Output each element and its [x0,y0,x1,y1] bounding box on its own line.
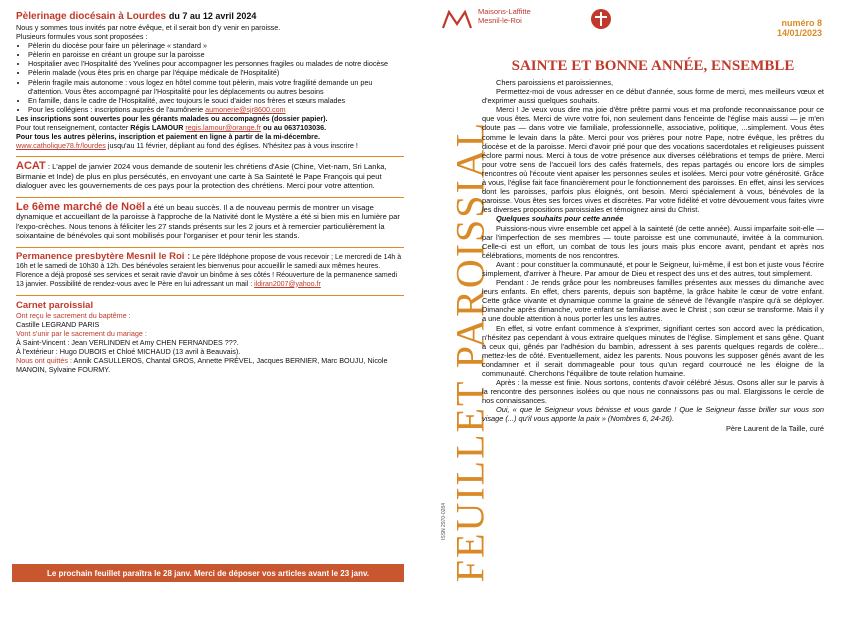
pilgrimage-list [16,41,404,114]
divider [16,156,404,157]
contact-prefix: Pour tout renseignement, contacter [16,123,129,133]
deces-line [16,356,404,374]
collegiens-email-link[interactable]: aumonerie@sjr8600.com [205,104,286,114]
acat-title: ACAT [16,160,46,173]
right-column [482,78,824,433]
divider [16,247,404,248]
mariage-line-2: À l'extérieur : Hugo DUBOIS et Chloé MICHAUD (13 avril à Beauvais). [16,346,241,356]
noel-section [16,200,404,241]
noel-text: a été un beau succès. Il a de nouveau permis de montrer un visage dynamique et accueillant de la paroisse à l'approche de la Nativité dont le Mystère a été si bien mis en lumière par l'expo-crèches. Nous tenons à féliciter les 27 stands présents sur les 2 jours et à remercier particulièrement la soixantaine de bénévoles qui sont mobilisés pour l'organiser et pour tenir les stands. [16,202,400,241]
noel-title: Le 6ème marché de Noël [16,200,146,213]
paragraph: En effet, si votre enfant commence à s'exprimer, signifiant certes son accord avec la prédication, n'hésitez pas cependant à vous extraire quelques minutes de l'église. Simplement et sans gêne. Quant à ceux qui, gênés par l'adhésion du bambin, adressent à ses parents quelques regards de colère... mettez-les de côté. Eventuellement, aidez les parents. Nous pouvons les supposer gênés avant de les condamner et il serait dommageable pour tous qu'un regard courroucé ne les éloigne de la communauté. Cherchons l'équilibre de toute relation humaine. [482,323,824,378]
deces-names: Annik CASULLEROS, Chantal GROS, Annette PRÉVEL, Jacques BERNIER, Marc BOUJU, Nicole MANOIN, Sylvaine FOURMY. [16,356,388,375]
list-item: • En famille, dans le cadre de l'Hospitalité, avec toujours le souci d'aider nos frères et sœurs malades [28,96,404,105]
mariage-label: Vont s'unir par le sacrement du mariage : [16,328,147,338]
acat-section [16,162,404,191]
paragraph: Permettez-moi de vous adresser en ce début d'année, sous forme de merci, mes meilleurs vœux et d'exprimer aussi quelques souhaits. [482,87,824,106]
permanence-section [16,250,404,290]
permanence-text: Le père Ildéphone propose de vous recevoir ; Le mercredi de 14h à 16h et le samedi de 10h30 à 12h. Des bénévoles seraient les bienvenus pour accueillir le samedi aux mêmes heures. Florence a déjà proposé ses services et serait ravie d'avoir un binôme à ses côtés ! Réouverture de la permanence samedi 13 janvier. Possibilité de rendez-vous avec le Père en lui adressant un mail : [16,253,402,288]
next-issue-banner: Le prochain feuillet paraîtra le 28 janv. Merci de déposer vos articles avant le 23 janv. [12,564,404,582]
pilgrimage-title: Pèlerinage diocésain à Lourdes [16,11,167,22]
carnet-section [16,301,404,374]
site-suffix: jusqu'au 11 février, dépliant au fond des églises. N'hésitez pas à vous inscrire ! [107,141,358,151]
issue-info [777,18,822,38]
bapteme-names: Castille LEGRAND PARIS [16,319,100,329]
contact-line [16,123,404,132]
paragraph: Après : la messe est finie. Nous sortons, contents d'avoir célébré Jésus. Osons aller sur le parvis à la rencontre des personnes isolées ou que nous ne connaissons pas ou mal. Elargissons le cercle de nos connaissances. [482,378,824,406]
list-item [28,105,404,114]
lyceens-text: Les inscriptions sont ouvertes pour les gérants malades ou accompagnés (dossier papier). [16,113,328,123]
acat-text: : L'appel de janvier 2024 vous demande de soutenir les chrétiens d'Asie (Chine, Viet-nam, Sri Lanka, Birmanie et Inde) de plus en plus persécutés, en envoyant une carte à Sa Sainteté le Pape François qui peut dialoguer avec les gouvernements de ces pays pour la protection des chrétiens. Merci pour votre attention. [16,162,387,191]
spine [430,8,493,593]
issue-number: numéro 8 [781,18,822,28]
mariage-line-1: À Saint-Vincent : Jean VERLINDEN et Amy CHEN FERNANDES ???. [16,337,239,347]
deces-label: Nous ont quittés : [16,356,72,365]
permanence-title: Permanence presbytère Mesnil le Roi : [16,250,191,262]
paragraph: Avant : pour constituer la communauté, et pour le Seigneur, lui-même, il est bon et juste vous l'écrire simplement, d'arriver à l'heure. Par amour de Dieu et respect des uns et des autres, tout simplement. [482,259,824,278]
list-item: • Pèlerin en paroisse en créant un groupe sur la paroisse [28,50,404,59]
paragraph: Merci ! Je veux vous dire ma joie d'être prêtre parmi vous et ma profonde reconnaissance pour ce que vous êtes. Merci de vivre votre foi, non seulement dans l'enceinte de l'église mais aussi — je m'en doute pas — dans votre vie familiale, professionnelle, associative, politique, ...simplement. Vous êtes comme le levain dans la pâte. Merci pour vos prières pour notre Pape, notre évêque, les prêtres du diocèse et de la paroisse. Merci d'avoir prié pour que des vocations sacerdotales et religieuses puissent éclore parmi nous. Merci à tous de votre présence aux diverses célébrations et temps de prière. Merci pour votre sens de l'accueil lors des cafés fraternels, des repas partagés ou encore lors de simples rencontres où l'écoute vient apaiser les personnes seules et isolées. Merci pour votre générosité. Grâce à vous, l'église fait face financièrement pour le fonctionnement des paroisses. En effet, ainsi les services dont les paroisses, parfois plus éloignés, ont besoin. Merci spécialement à vous, bénévoles de la paroisse. Vous êtes ses forces vives et discrètes. Par votre fidélité et votre dévouement vous faites vivre les diverses propositions paroissiales et témoignez ainsi du Christ. [482,105,824,215]
issn-text: ISSN 2970-0284 [441,503,447,540]
greeting: Chers paroissiens et paroissiennes, [496,78,614,87]
paragraph: Puissions-nous vivre ensemble cet appel à la sainteté (de cette année). Aussi imparfaite soit-elle — par l'imperfection de ses membres — toute paroisse est une communauté, invitée à la communion. Celle-ci est un effort, un combat de tous les jours mais plus encore avant, pendant et après nos célébrations, moments de nos rencontres. [482,223,824,260]
collegiens-text: Pour les collégiens : inscriptions auprès de l'aumônerie [28,104,204,114]
souhaits-heading: Quelques souhaits pour cette année [496,214,624,224]
bapteme-label: Ont reçu le sacrement du baptême : [16,310,131,320]
parish-logo-icon [439,8,475,32]
page-title: SAINTE ET BONNE ANNÉE, ENSEMBLE [511,58,795,74]
contact-email-link[interactable]: regis.lamour@orange.fr [185,123,262,133]
list-item: • Pèlerin du diocèse pour faire un pèlerinage « standard » [28,41,404,50]
logo-line-1: Maisons-Laffitte [478,7,531,16]
issue-date: 14/01/2023 [776,28,822,38]
contact-name: Régis LAMOUR [130,123,184,133]
divider [16,197,404,198]
paragraph: Oui, « que le Seigneur vous bénisse et vous garde ! Que le Seigneur fasse briller sur vous son visage (...) qu'il vous apporte la paix » (Nombres 6, 24-26). [482,405,824,424]
paragraph: Pendant : Je rends grâce pour les nombreuses familles présentes aux messes du dimanche avec leurs enfants. En effet, chers parents, depuis son baptême, la grâce habite le cœur de votre enfant. Cette grâce vivante et dynamique comme la graine de sénevé de l'évangile n'aspire qu'à se déployer. Dimanche après dimanche, votre enfant se familiarise avec le Christ ; son cœur se transforme. Mais il y a une double attention à nous porter les uns les autres. [482,278,824,324]
permanence-email-link[interactable]: ildiran2007@yahoo.fr [254,280,321,288]
diocese-emblem-icon [590,8,612,30]
divider [16,295,404,296]
left-column [16,10,404,374]
list-item: • Pèlerin malade (vous êtes pris en charge par l'équipe médicale de l'Hospitalité) [28,68,404,77]
list-item: • Hospitalier avec l'Hospitalité des Yvelines pour accompagner les personnes fragiles ou malades de notre diocèse [28,59,404,68]
contact-phone: ou au 0637103036. [263,123,327,133]
site-link[interactable]: www.catholique78.fr/lourdes [16,141,106,151]
list-item: • Pèlerin fragile mais autonome : vous logez en hôtel comme tout pèlerin, mais votre fragilité demande un peu d'attention. Vous êtes accompagné par l'Hospitalité pour les déplacements ou autres besoins [28,78,404,96]
others-line: Pour tous les autres pèlerins, inscription et paiement en ligne à partir de la mi-décembre. [16,132,320,142]
parish-logo-text [478,8,531,25]
pilgrimage-intro: Nous y sommes tous invités par notre évêque, et il serait bon d'y venir en paroisse. [16,23,281,32]
carnet-title: Carnet paroissial [16,300,94,312]
logo-line-2: Mesnil-le-Roi [478,15,522,25]
pilgrimage-heading [16,10,404,23]
site-line [16,141,404,150]
signature: Père Laurent de la Taille, curé [725,423,824,433]
pilgrimage-dates: du 7 au 12 avril 2024 [168,11,257,21]
pilgrimage-formulas-intro: Plusieurs formules vous sont proposées : [16,32,148,42]
spine-title: FEUILLET PAROISSIAL [447,120,493,583]
